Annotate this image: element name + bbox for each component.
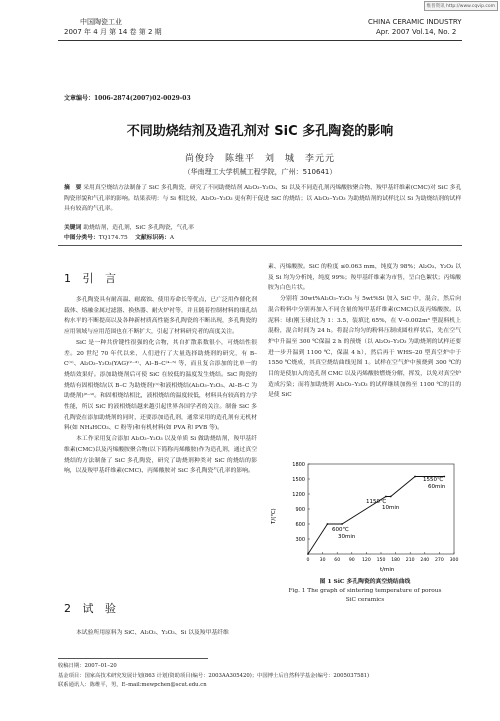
paper-authors: 尚俊玲 陈维平 刘 城 李元元 <box>184 154 335 164</box>
curve-point <box>390 496 392 498</box>
x-tick-label: 240 <box>420 558 430 563</box>
y-tick-labels <box>292 462 310 543</box>
figure-caption-en-2: SiC ceramics <box>345 597 385 603</box>
materials-paragraph: 素、丙烯酸胺。SiC 的粒度 ≤0.063 mm，纯度为 98%；Al₂O₃、Y₂O₃ 以及 Si 均为分析纯，纯度 99%；羧甲基纤维素为市售，呈白色絮状；丙烯酸胺为白色片状。 <box>268 264 461 292</box>
header-rule <box>58 40 462 41</box>
annotation-1550: 1550℃ <box>423 477 444 483</box>
y-tick-label: 300 <box>295 537 305 543</box>
header-journal-en: CHINA CERAMIC INDUSTRY <box>368 18 462 26</box>
annotation-60min: 60min <box>428 484 446 490</box>
footer-rule <box>58 658 208 659</box>
curve-point <box>385 496 387 498</box>
keywords <box>64 224 462 233</box>
abstract-rule <box>58 245 462 246</box>
x-tick-label: 300 <box>449 558 459 563</box>
left-column-experiment <box>64 628 257 639</box>
x-tick-label: 180 <box>391 558 400 563</box>
section-heading-experiment: 2 试 验 <box>64 602 120 615</box>
keywords-text: 助烧结剂，造孔剂，SiC 多孔陶瓷，气孔率 <box>83 225 194 231</box>
header-journal-cn: 中国陶瓷工业 <box>80 18 122 26</box>
classification-code: TQ174.75 <box>98 235 128 241</box>
footnotes <box>58 662 462 691</box>
x-tick-label: 150 <box>376 558 386 563</box>
x-tick-label: 270 <box>435 558 444 563</box>
contact-info: 联系通讯人：陈维平，男，E–mail:mewpchen@scut.edu.cn <box>58 682 207 688</box>
sintering-curve-line <box>308 477 444 555</box>
x-tick-label: 90 <box>348 558 355 563</box>
y-tick-label: 1200 <box>292 492 305 498</box>
figure-caption <box>268 578 462 605</box>
curve-point <box>341 523 343 525</box>
paper-title: 不同助烧结剂及造孔剂对 SiC 多孔陶瓷的影响 <box>126 124 394 139</box>
curve-points <box>307 476 445 555</box>
header-issue-cn: 2007 年 4 月 第 14 卷 第 2 期 <box>64 28 162 36</box>
x-tick-label: 120 <box>362 558 371 563</box>
annotation-600: 600℃ <box>332 527 349 533</box>
y-axis-label: T/(℃) <box>271 508 277 524</box>
abstract-text: 采用真空烧结方法制备了 SiC 多孔陶瓷，研究了不同助烧结剂 Al₂O₃–Y₂O₃、Si 以及不同造孔剂丙烯酸胺聚合物、羧甲基纤维素(CMC)对 SiC 多孔陶瓷形貌和气孔率的影响。结果表明：与 Si 相比较，Al₂O₃–Y₂O₃ 更有利于促进 SiC 的烧结；以 Al₂O₃–Y₂O₃ 为助烧结剂的试样比以 Si 为助烧结剂的试样具有较高的气孔率。 <box>64 185 462 212</box>
curve-point <box>307 553 309 555</box>
annotation-10min: 10min <box>382 505 400 511</box>
classification-label: 中图分类号： <box>64 235 99 241</box>
figure-caption-en-1: Fig. 1 The graph of sintering temperature of porous <box>288 588 442 594</box>
doc-code-label: 文献标识码： <box>135 235 170 241</box>
figure-caption-cn: 图 1 SiC 多孔陶瓷的真空烧结曲线 <box>319 579 411 585</box>
sintering-curve-chart <box>268 452 462 574</box>
fund-info: 基金项目：国家高技术研究发展计划(863 计划)资助项目(编号：2003AA305420)；中国博士后自然科学基金(编号：2005037581) <box>58 672 370 679</box>
intro-paragraph-2: SiC 是一种共价键性很强的化合物，其自扩散系数很小，可烧结性很差。20 世纪 70 年代以来，人们进行了大量选择助烧剂的研究，有 B–C⁽¹⁾、Al₂O₃–Y₂O₃(YAG)⁽²⁻³⁾、Al–B–C⁽⁴⁻⁵⁾ 等，而且复合添加的比单一的烧结效果好。添加助烧剂后可使 SiC 在较低的温度发生烧结。SiC 陶瓷的烧结有固相烧结(以 B–C 为助烧剂)⁽¹⁾和液相烧结(Al₂O₃–Y₂O₃、Al–B–C 为助烧剂)⁽⁶⁻⁹⁾。和固相烧结相比，液相烧结的温度较低，材料具有较高的力学性能，所以 SiC 的液相烧结越来越引起世界各国学者的关注。制备 SiC 多孔陶瓷在添加助烧剂的同时，还要添加造孔剂，通常采用的造孔剂有无机材料(如 NH₄HCO₃、C 粉等)和有机材料(如 PVA 和 PVB 等)。 <box>64 339 257 432</box>
x-tick-label: 210 <box>405 558 415 563</box>
watermark-stamp: 维普资讯 http://www.cqvip.com <box>424 1 498 11</box>
x-tick-label: 0 <box>306 558 310 563</box>
right-column-text <box>268 262 461 401</box>
experiment-paragraph-1: 本试验所用原料为 SiC、Al₂O₃、Y₂O₃、Si 以及羧甲基纤维 <box>76 630 229 636</box>
annotation-1150: 1150℃ <box>366 499 387 505</box>
classification <box>64 234 462 243</box>
curve-point <box>327 523 329 525</box>
curve-point <box>414 476 416 478</box>
received-date: 收稿日期：2007–01–20 <box>58 663 117 669</box>
section-heading-intro: 1 引 言 <box>64 272 120 285</box>
intro-paragraph-1: 多孔陶瓷具有耐高温、耐腐蚀、使用寿命长等优点，已广泛用作催化剂载体、熔融金属过滤器、换热器、耐火炉衬等，并且随着控制材料的细孔结构水平的不断提高以及各种新材质高性能多孔陶瓷的不断出现，多孔陶瓷的应用领域与应用范围也在不断扩大，引起了材料研究者的高度关注。 <box>64 297 257 336</box>
y-tick-label: 600 <box>295 522 305 528</box>
abstract-label: 摘 要 <box>64 185 82 191</box>
x-tick-label: 60 <box>334 558 341 563</box>
x-tick-labels <box>307 552 459 563</box>
x-tick-label: 30 <box>319 558 326 563</box>
curve-point <box>443 476 445 478</box>
paper-affiliation: （华南理工大学机械工程学院，广州：510641） <box>183 168 337 176</box>
keywords-label: 关键词 <box>64 225 82 231</box>
x-axis-label: t/min <box>380 567 395 573</box>
procedure-paragraph: 分别将 30wt%Al₂O₃–Y₂O₃ 与 5wt%Si 加入 SiC 中，混合，然后向混合粉料中分别再加入不同含量的羧甲基纤维素(CMC)以及丙烯酸胺。以泥料：球(刚玉球)比为 1：3.5，装填比 65%，在 V–0.002m³ 型混料机上混粉，混合时间为 24 h。将混合均匀的粉料压制成圆柱样状后，先在空气炉中升温至 300 ℃保温 2 h 的预烧（以 Al₂O₃–Y₂O₃ 为助烧剂的试样还要进一步升温到 1100 ℃，保温 4 h），然后再于 WHS–20 型真空炉中于 1550 ℃烧成，其真空烧结曲线见图 1。试样在空气炉中预烧到 300 ℃的目的是使加入的造孔剂 CMC 以及丙烯酸胺燃烧分解，挥发，以免对真空炉造成污染；而将加助烧剂 Al₂O₃–Y₂O₃ 的试样继续加热至 1100 ℃的目的是使 SiC <box>268 296 461 399</box>
abstract <box>64 183 462 215</box>
y-tick-label: 1500 <box>292 477 305 483</box>
header-issue-en: Apr. 2007 Vol.14, No. 2 <box>376 28 457 36</box>
y-tick-label: 1800 <box>292 462 305 468</box>
annotation-30min: 30min <box>338 534 356 540</box>
intro-paragraph-3: 本工作采用复合添加 Al₂O₃–Y₂O₃ 以及单质 Si 做助烧结剂，羧甲基纤维素(CMC)以及丙烯酸胺聚合物(以下简称丙烯酸胺)作为造孔剂，通过真空烧结的方法制备了 SiC 多孔陶瓷，研究了助烧剂种类对 SiC 的烧结的影响，以及羧甲基纤维素(CMC)、丙烯酸胺对 SiC 多孔陶瓷气孔率的影响。 <box>64 436 257 475</box>
article-number: 文章编号：1006-2874(2007)02-0029-03 <box>64 95 191 102</box>
left-column-intro <box>64 295 257 477</box>
doc-code: A <box>169 235 175 241</box>
y-tick-label: 900 <box>295 507 305 513</box>
